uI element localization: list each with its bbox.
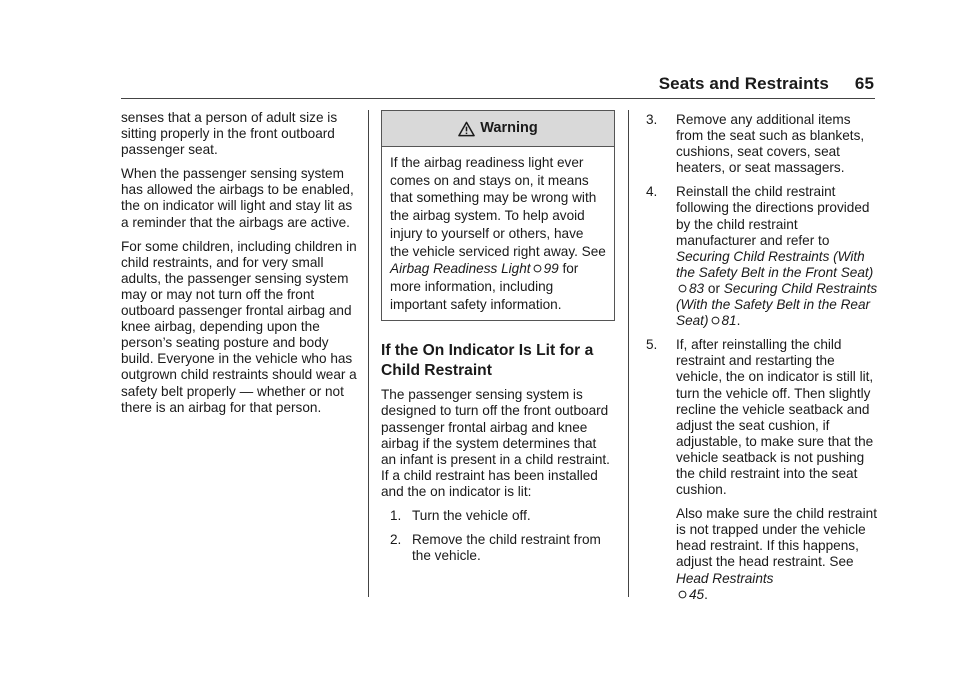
- paragraph: For some children, including children in child restraints, and for very small adults, the passenger sensing system may or may not turn off the front outboard passenger frontal airbag and knee airbag, depending upon the person’s seating posture and body build. Everyone in the vehicle who has outgrown child restraints should wear a safety belt properly — whether or not there is an airbag for that person.: [121, 238, 357, 415]
- warning-box: [381, 110, 615, 321]
- warning-text: If the airbag readiness light ever comes on and stays on, it means that something may be wrong with the airbag system. To help avoid injury to yourself or others, have the vehicle serviced right away. See Airbag Readiness Light 99 for more information, including important safety information.: [390, 155, 606, 312]
- column-1: [121, 110, 357, 424]
- cross-reference-link[interactable]: Securing Child Restraints (With the Safety Belt in the Rear Seat): [676, 280, 878, 329]
- warning-title: Warning: [480, 120, 538, 137]
- column-3: [646, 110, 880, 611]
- cross-reference-link[interactable]: Airbag Readiness Light: [390, 261, 531, 277]
- page-reference[interactable]: 99: [543, 261, 559, 277]
- list-item: 2. Remove the child restraint from the vehicle.: [390, 532, 601, 564]
- list-item: 5. If, after reinstalling the child restraint and restarting the vehicle, the on indicator is still lit, turn the vehicle off. Then slightly recline the vehicle seatback and adjust the seat cushion, if adjustable, to make sure that the vehicle seatback is not pushing the child restraint into the seat cushion. Also make sure the child restraint is not trapped under the vehicle head restraint. If this happens, adjust the head restraint. See Head Restraints 45.: [646, 337, 880, 603]
- list-item: 4. Reinstall the child restraint following the directions provided by the child restraint manufacturer and refer to Securing Child Restraints (With the Safety Belt in the Front Seat)83 or Securing Child Restraints (With the Safety Belt in the Rear Seat) 81.: [646, 184, 878, 329]
- page-reference-icon: [711, 316, 720, 325]
- page-reference-icon: [678, 284, 687, 293]
- page-reference-icon: [678, 590, 687, 599]
- warning-header: [382, 111, 614, 147]
- page-reference[interactable]: 83: [689, 280, 705, 296]
- paragraph: senses that a person of adult size is sitting properly in the front outboard passenger seat.: [121, 110, 338, 158]
- column-2: [381, 110, 615, 572]
- page-number: 65: [854, 74, 874, 93]
- list-item: 1. Turn the vehicle off.: [390, 507, 531, 523]
- page-reference[interactable]: 45: [689, 586, 705, 602]
- page-header: [659, 74, 874, 94]
- column-divider-1: [368, 110, 369, 597]
- paragraph: The passenger sensing system is designed to turn off the front outboard passenger frontal airbag and knee airbag if the system determines that an infant is present in a child restraint. If a child restraint has been installed and the on indicator is lit:: [381, 387, 610, 499]
- cross-reference-link[interactable]: Securing Child Restraints (With the Safety Belt in the Front Seat): [676, 248, 874, 280]
- step-list: [646, 112, 880, 603]
- column-divider-2: [628, 110, 629, 597]
- page-reference-icon: [533, 264, 542, 273]
- page-reference[interactable]: 81: [721, 313, 737, 329]
- section-heading: If the On Indicator Is Lit for a Child Restraint: [381, 342, 594, 380]
- list-item: 3. Remove any additional items from the seat such as blankets, cushions, seat covers, seat heaters, or seat massagers.: [646, 112, 865, 176]
- warning-triangle-icon: [458, 121, 475, 137]
- header-rule: [121, 98, 875, 99]
- paragraph: When the passenger sensing system has allowed the airbags to be enabled, the on indicator will light and stay lit as a reminder that the airbags are active.: [121, 166, 354, 230]
- step-note: Also make sure the child restraint is not trapped under the vehicle head restraint. If this happens, adjust the head restraint. See Head Restraints 45.: [676, 506, 877, 602]
- cross-reference-link[interactable]: Head Restraints: [676, 570, 774, 586]
- step-list: [381, 508, 615, 564]
- section-title: Seats and Restraints: [658, 74, 829, 93]
